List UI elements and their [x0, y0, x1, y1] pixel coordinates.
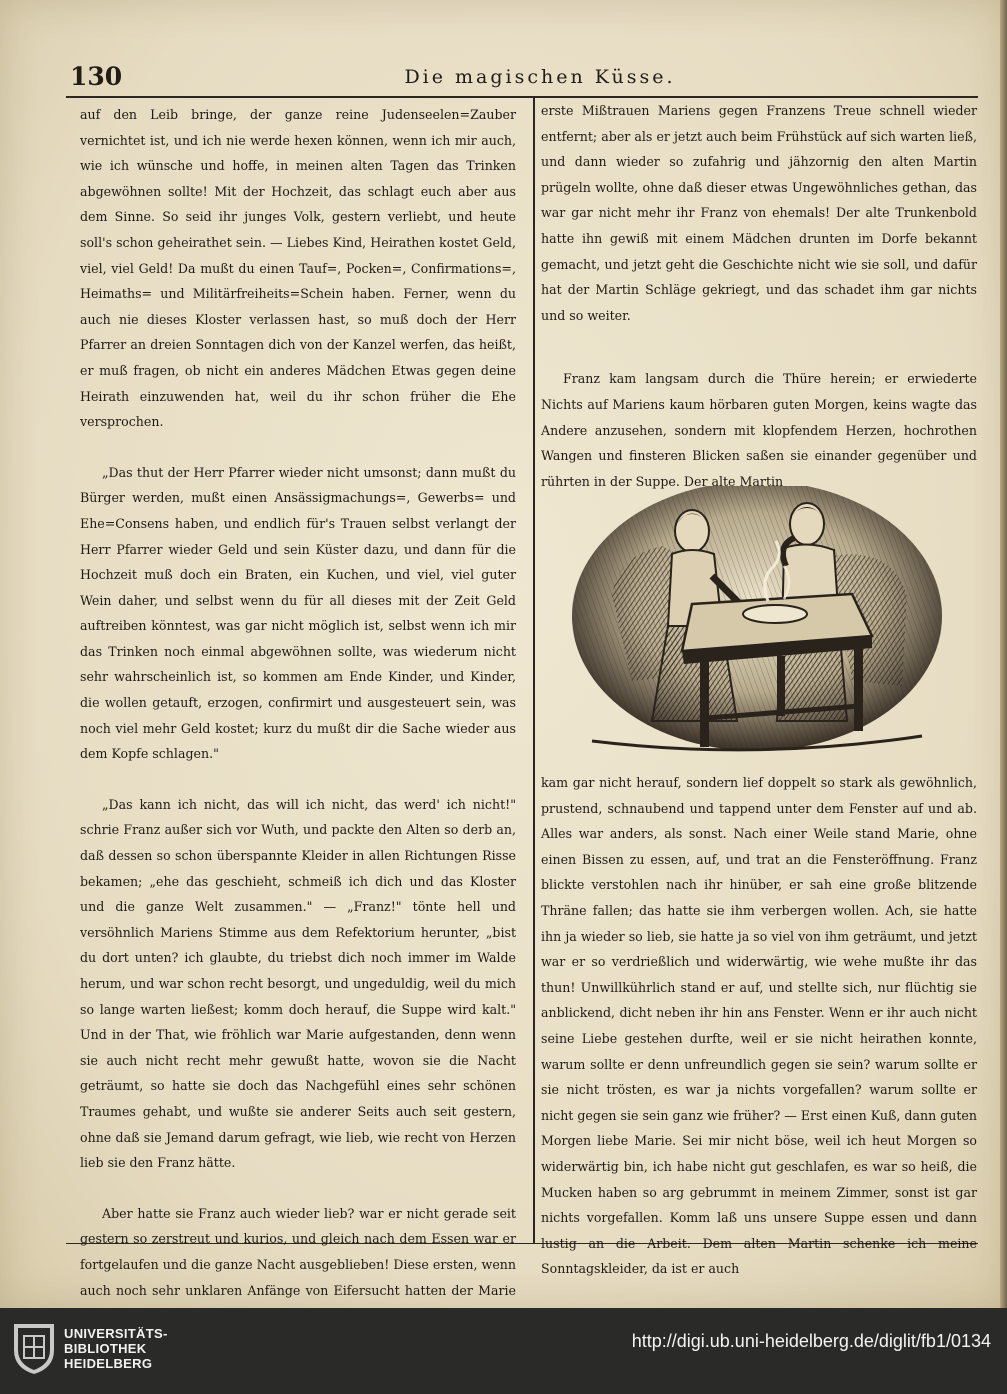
paragraph: kam gar nicht herauf, sondern lief doppelt so stark als gewöhnlich, prustend, schnaubend und tappend unter dem Fenster auf und ab. Alles war anders, als sonst. Nach einer Weile stand Marie, ohne einen Bissen zu essen, auf, und trat an die Fensteröffnung. Franz blickte verstohlen nach ihr hinüber, er sah eine große blitzende Thräne fallen; das hatte sie ihm verbergen wollen. Ach, sie hatte ihn ja wieder so lieb, sie hatte ja so viel von ihm geträumt, und jetzt war er so verdrießlich und widerwärtig, wie wehe mußte ihr das thun! Unwillkührlich stand er auf, und stellte sich, nur flüchtig sie anblickend, dicht neben ihr hin ans Fenster. Wenn er ihr auch nicht seine Liebe gestehen durfte, weil er sie nicht heirathen konnte, warum sollte er denn unfreundlich gegen sie sein? warum sollte er sie nicht trösten, es war ja nichts vorgefallen? warum sollte er nicht gegen sie sein ganz wie früher? — Erst einen Kuß, dann guten Morgen liebe Marie. Sei mir nicht böse, weil ich heut Morgen so widerwärtig bin, ich habe nicht gut geschlafen, es war so heiß, die Mucken haben so arg gebrummt in meinem Zimmer, sonst ist gar nichts vorgefallen. Komm laß uns unsere Suppe essen und dann lustig an die Arbeit. Dem alten Martin schenke ich meine Sonntagskleider, da ist er auch	[541, 775, 977, 1277]
paragraph: Aber hatte sie Franz auch wieder lieb? war er nicht gerade seit gestern so zerstreut und kurios, und gleich nach dem Essen war er fortgelaufen und die ganze Nacht ausgeblieben! Diese ersten, wenn auch noch sehr unklaren Anfänge von Eifersucht hatten der Marie	[80, 1205, 516, 1298]
library-line-1: UNIVERSITÄTS-	[64, 1326, 168, 1341]
page-edge-shadow	[1000, 0, 1007, 1308]
library-name	[64, 1326, 168, 1371]
university-library-logo	[10, 1320, 58, 1376]
woodcut-illustration	[572, 486, 942, 766]
soup-bowl	[743, 605, 807, 623]
right-column-bottom	[541, 770, 977, 1282]
paragraph: auf den Leib bringe, der ganze reine Judenseelen=Zauber vernichtet ist, und ich nie werde hexen können, wenn ich mir auch, wie ich wünsche und hoffe, in meinen alten Tagen das Trinken abgewöhnen sollte! Mit der Hochzeit, das schlagt euch aber aus dem Sinne. So seid ihr junges Volk, gestern verliebt, und heute soll's schon geheirathet sein. — Liebes Kind, Heirathen kostet Geld, viel, viel Geld! Da mußt du einen Tauf=, Pocken=, Confirmations=, Heimaths= und Militärfreiheits=Schein haben. Ferner, wenn du auch nie dieses Kloster verlassen hast, so muß doch der Herr Pfarrer an dreien Sonntagen dich von der Kanzel werfen, das heißt, er muß fragen, ob nicht ein anderes Mädchen Etwas gegen deine Heirath einzuwenden hat, weil du ihr schon früher die Ehe versprochen.	[80, 107, 516, 430]
column-divider	[533, 98, 535, 1244]
page-number: 130	[70, 62, 123, 91]
left-column	[80, 102, 516, 1308]
running-title: Die magischen Küsse.	[404, 66, 676, 88]
right-column-top	[541, 98, 977, 494]
library-line-2: BIBLIOTHEK	[64, 1341, 147, 1356]
paragraph: „Das thut der Herr Pfarrer wieder nicht umsonst; dann mußt du Bürger werden, mußt einen Ansässigmachungs=, Gewerbs= und Ehe=Consens haben, und endlich für's Trauen selbst verlangt der Herr Pfarrer wieder Geld und sein Küster dazu, und dann für die Hochzeit muß doch ein Braten, ein Kuchen, und viel, viel guter Wein daher, und selbst wenn du für all dieses mit der Zeit Geld auftreiben könntest, was gar nicht möglich ist, selbst wenn ich mir das Trinken noch einmal abgewöhnen sollte, was wiederum nicht sehr wahrscheinlich ist, so kommen am Ende Kinder, und Kinder, die wollen getauft, erzogen, confirmirt und ausgesteuert sein, was noch viel mehr Geld kostet; kurz du mußt dir die Sache wieder aus dem Kopfe schlagen."	[80, 464, 516, 762]
paragraph: Franz kam langsam durch die Thüre herein; er erwiederte Nichts auf Mariens kaum hörbaren guten Morgen, keins wagte das Andere anzusehen, sondern mit klopfendem Herzen, hochrothen Wangen und finsteren Blicken saßen sie einander gegenüber und rührten in der Suppe. Der alte Martin	[541, 371, 977, 489]
source-url[interactable]: http://digi.ub.uni-heidelberg.de/diglit/fb1/0134	[631, 1331, 991, 1351]
paragraph: „Das kann ich nicht, das will ich nicht, das werd' ich nicht!" schrie Franz außer sich vor Wuth, und packte den Alten so derb an, daß dessen so schon überspannte Kleider in allen Richtungen Risse bekamen; „ehe das geschieht, schmeiß ich dich und das Kloster und die ganze Welt zusammen." — „Franz!" tönte hell und versöhnlich Mariens Stimme aus dem Refektorium herunter, „bist du dort unten? ich glaubte, du triebst dich noch immer im Walde herum, und war schon recht besorgt, und ungeduldig, weil du mich so lange warten ließest; komm doch herauf, die Suppe wird kalt." Und in der That, wie fröhlich war Marie aufgestanden, denn wenn sie auch nicht recht mehr gewußt hatte, wovon sie die Nacht geträumt, so hatte sie doch das Nachgefühl eines sehr schönen Traumes gehabt, und wußte sie anderer Seits auch seit gestern, ohne daß sie Jemand darum gefragt, wie lieb, wie recht von Herzen lieb sie den Franz hätte.	[80, 796, 516, 1171]
paragraph: erste Mißtrauen Mariens gegen Franzens Treue schnell wieder entfernt; aber als er jetzt auch beim Frühstück auf sich warten ließ, und dann wieder so zufahrig und jähzornig den alten Martin prügeln wollte, ohne daß dieser etwas Ungewöhnliches gethan, das war gar nicht mehr ihr Franz von ehemals! Der alte Trunkenbold hatte ihn gewiß mit einem Mädchen drunten im Dorfe bekannt gemacht, und jetzt geht die Geschichte nicht wie sie soll, und dafür hat der Martin Schläge gekriegt, und das schadet ihm gar nichts und so weiter.	[541, 103, 977, 323]
library-line-3: HEIDELBERG	[64, 1356, 153, 1371]
